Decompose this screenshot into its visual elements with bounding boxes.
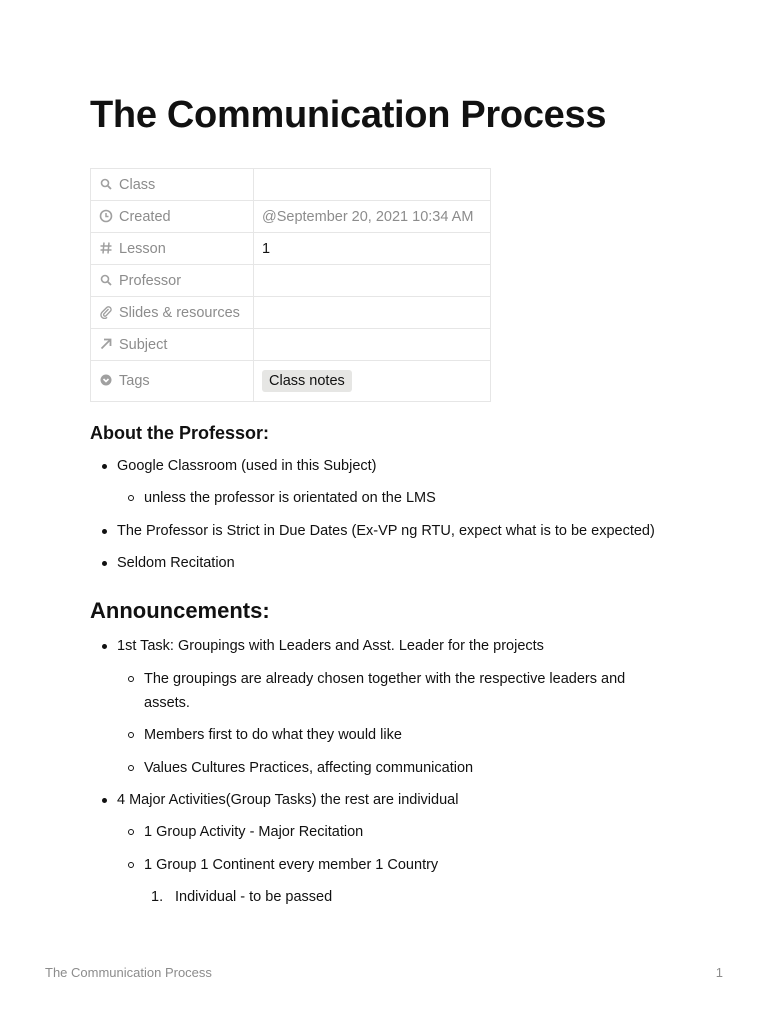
search-icon [99,177,113,191]
property-row-slides [91,297,491,329]
property-key [91,361,254,402]
property-key [91,329,254,361]
property-key [91,233,254,265]
property-row-tags [91,361,491,402]
property-row-class [91,169,491,201]
property-key-label: Subject [119,336,168,353]
numbered-list-item [151,885,333,909]
clock-icon [99,209,113,223]
property-key-label: Slides & resources [119,304,240,321]
list-item: The Professor is Strict in Due Dates (Ex-VP ng RTU, expect what is to be expected) [117,519,655,543]
footer-page-number: 1 [715,965,723,980]
tag-chip[interactable]: Class notes [262,370,352,392]
property-key-label: Class [119,176,156,193]
property-row-professor [91,265,491,297]
property-value[interactable] [254,169,491,201]
list-item: The groupings are already chosen together with the respective leaders and assets. [144,667,664,715]
property-key [91,169,254,201]
properties-table [90,168,491,402]
search-icon [99,273,113,287]
list-item: 1 Group Activity - Major Recitation [144,820,363,844]
list-item: 4 Major Activities(Group Tasks) the rest are individual [117,788,458,812]
arrow-up-right-icon [99,337,113,351]
list-item: Google Classroom (used in this Subject) [117,454,377,478]
property-key [91,297,254,329]
list-item: Values Cultures Practices, affecting communication [144,756,473,780]
property-value[interactable] [254,297,491,329]
list-number: 1. [151,889,164,905]
property-value [254,361,491,402]
property-row-subject [91,329,491,361]
list-item: 1st Task: Groupings with Leaders and Asst. Leader for the projects [117,634,544,658]
property-value[interactable] [254,329,491,361]
tag-circle-icon [99,373,113,387]
property-key-label: Lesson [119,240,166,257]
paperclip-icon [99,305,113,319]
property-key [91,201,254,233]
list-item: Members first to do what they would like [144,723,402,747]
list-item: unless the professor is orientated on the LMS [144,486,436,510]
page-title: The Communication Process [90,94,607,136]
property-value[interactable] [254,265,491,297]
property-key [91,265,254,297]
property-value[interactable]: 1 [254,233,491,265]
hash-icon [99,241,113,255]
announcements-heading: Announcements: [90,598,270,623]
list-item: Seldom Recitation [117,551,235,575]
property-value[interactable]: @September 20, 2021 10:34 AM [254,201,491,233]
property-key-label: Tags [119,373,150,389]
list-item-text: Individual - to be passed [175,889,333,905]
footer-title: The Communication Process [45,965,212,980]
about-heading: About the Professor: [90,423,270,443]
property-row-created [91,201,491,233]
property-key-label: Created [119,208,171,225]
property-row-lesson [91,233,491,265]
property-key-label: Professor [119,272,182,289]
list-item: 1 Group 1 Continent every member 1 Country [144,853,438,877]
